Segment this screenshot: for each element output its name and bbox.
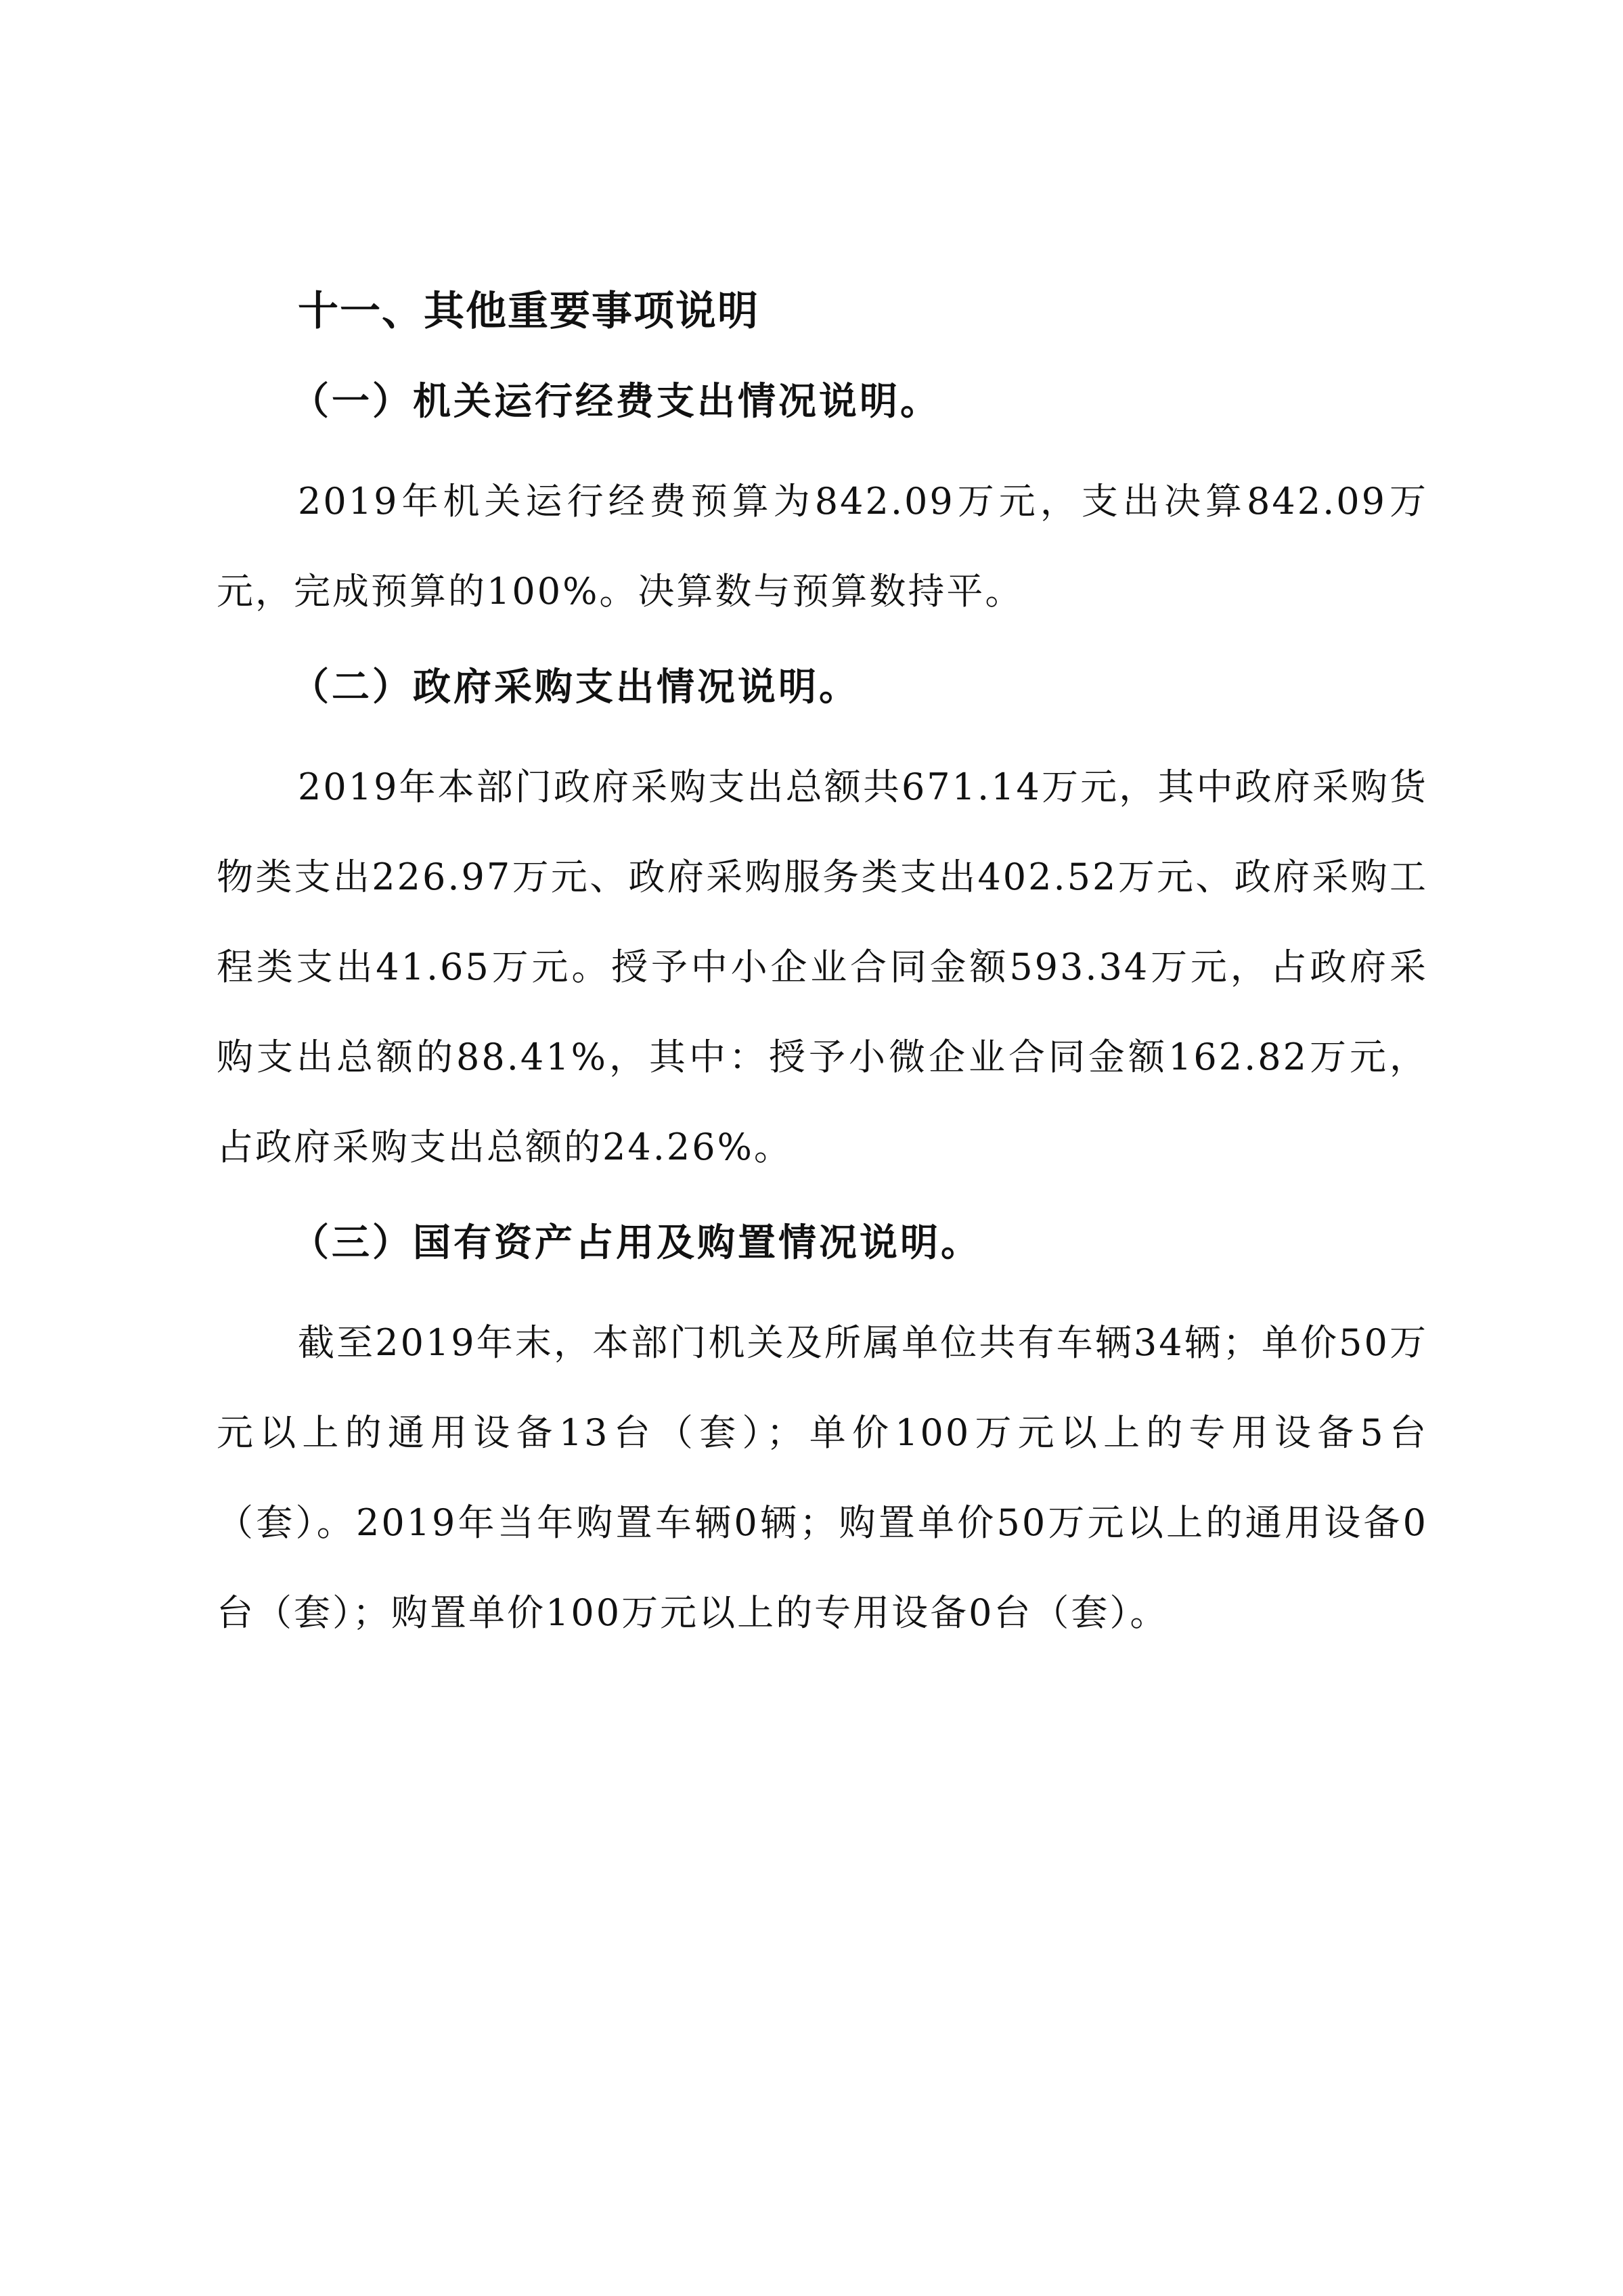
subsection-3 [217,1216,1428,1658]
subsection-2 [217,661,1428,1192]
subsection-1 [217,375,1428,636]
subsection-body: 截至2019年末，本部门机关及所属单位共有车辆34辆；单价50万元以上的通用设备13台（套）；单价100万元以上的专用设备5台（套）。2019年当年购置车辆0辆；购置单价50万元以上的通用设备0台（套）；购置单价100万元以上的专用设备0台（套）。 [217,1321,1428,1634]
subsection-body: 2019年机关运行经费预算为842.09万元，支出决算842.09万元，完成预算的100%。决算数与预算数持平。 [217,480,1428,613]
section-heading: 十一、其他重要事项说明 [298,288,759,335]
subsection-title: （二）政府采购支出情况说明。 [291,665,860,709]
subsection-title: （三）国有资产占用及购置情况说明。 [291,1221,981,1265]
document-content [217,284,1428,1682]
subsection-title: （一）机关运行经费支出情况说明。 [291,380,941,424]
subsection-body: 2019年本部门政府采购支出总额共671.14万元，其中政府采购货物类支出226.97万元、政府采购服务类支出402.52万元、政府采购工程类支出41.65万元。授予中小企业合同金额593.34万元，占政府采购支出总额的88.41%，其中：授予小微企业合同金额162.82万元，占政府采购支出总额的24.26%。 [217,766,1428,1168]
